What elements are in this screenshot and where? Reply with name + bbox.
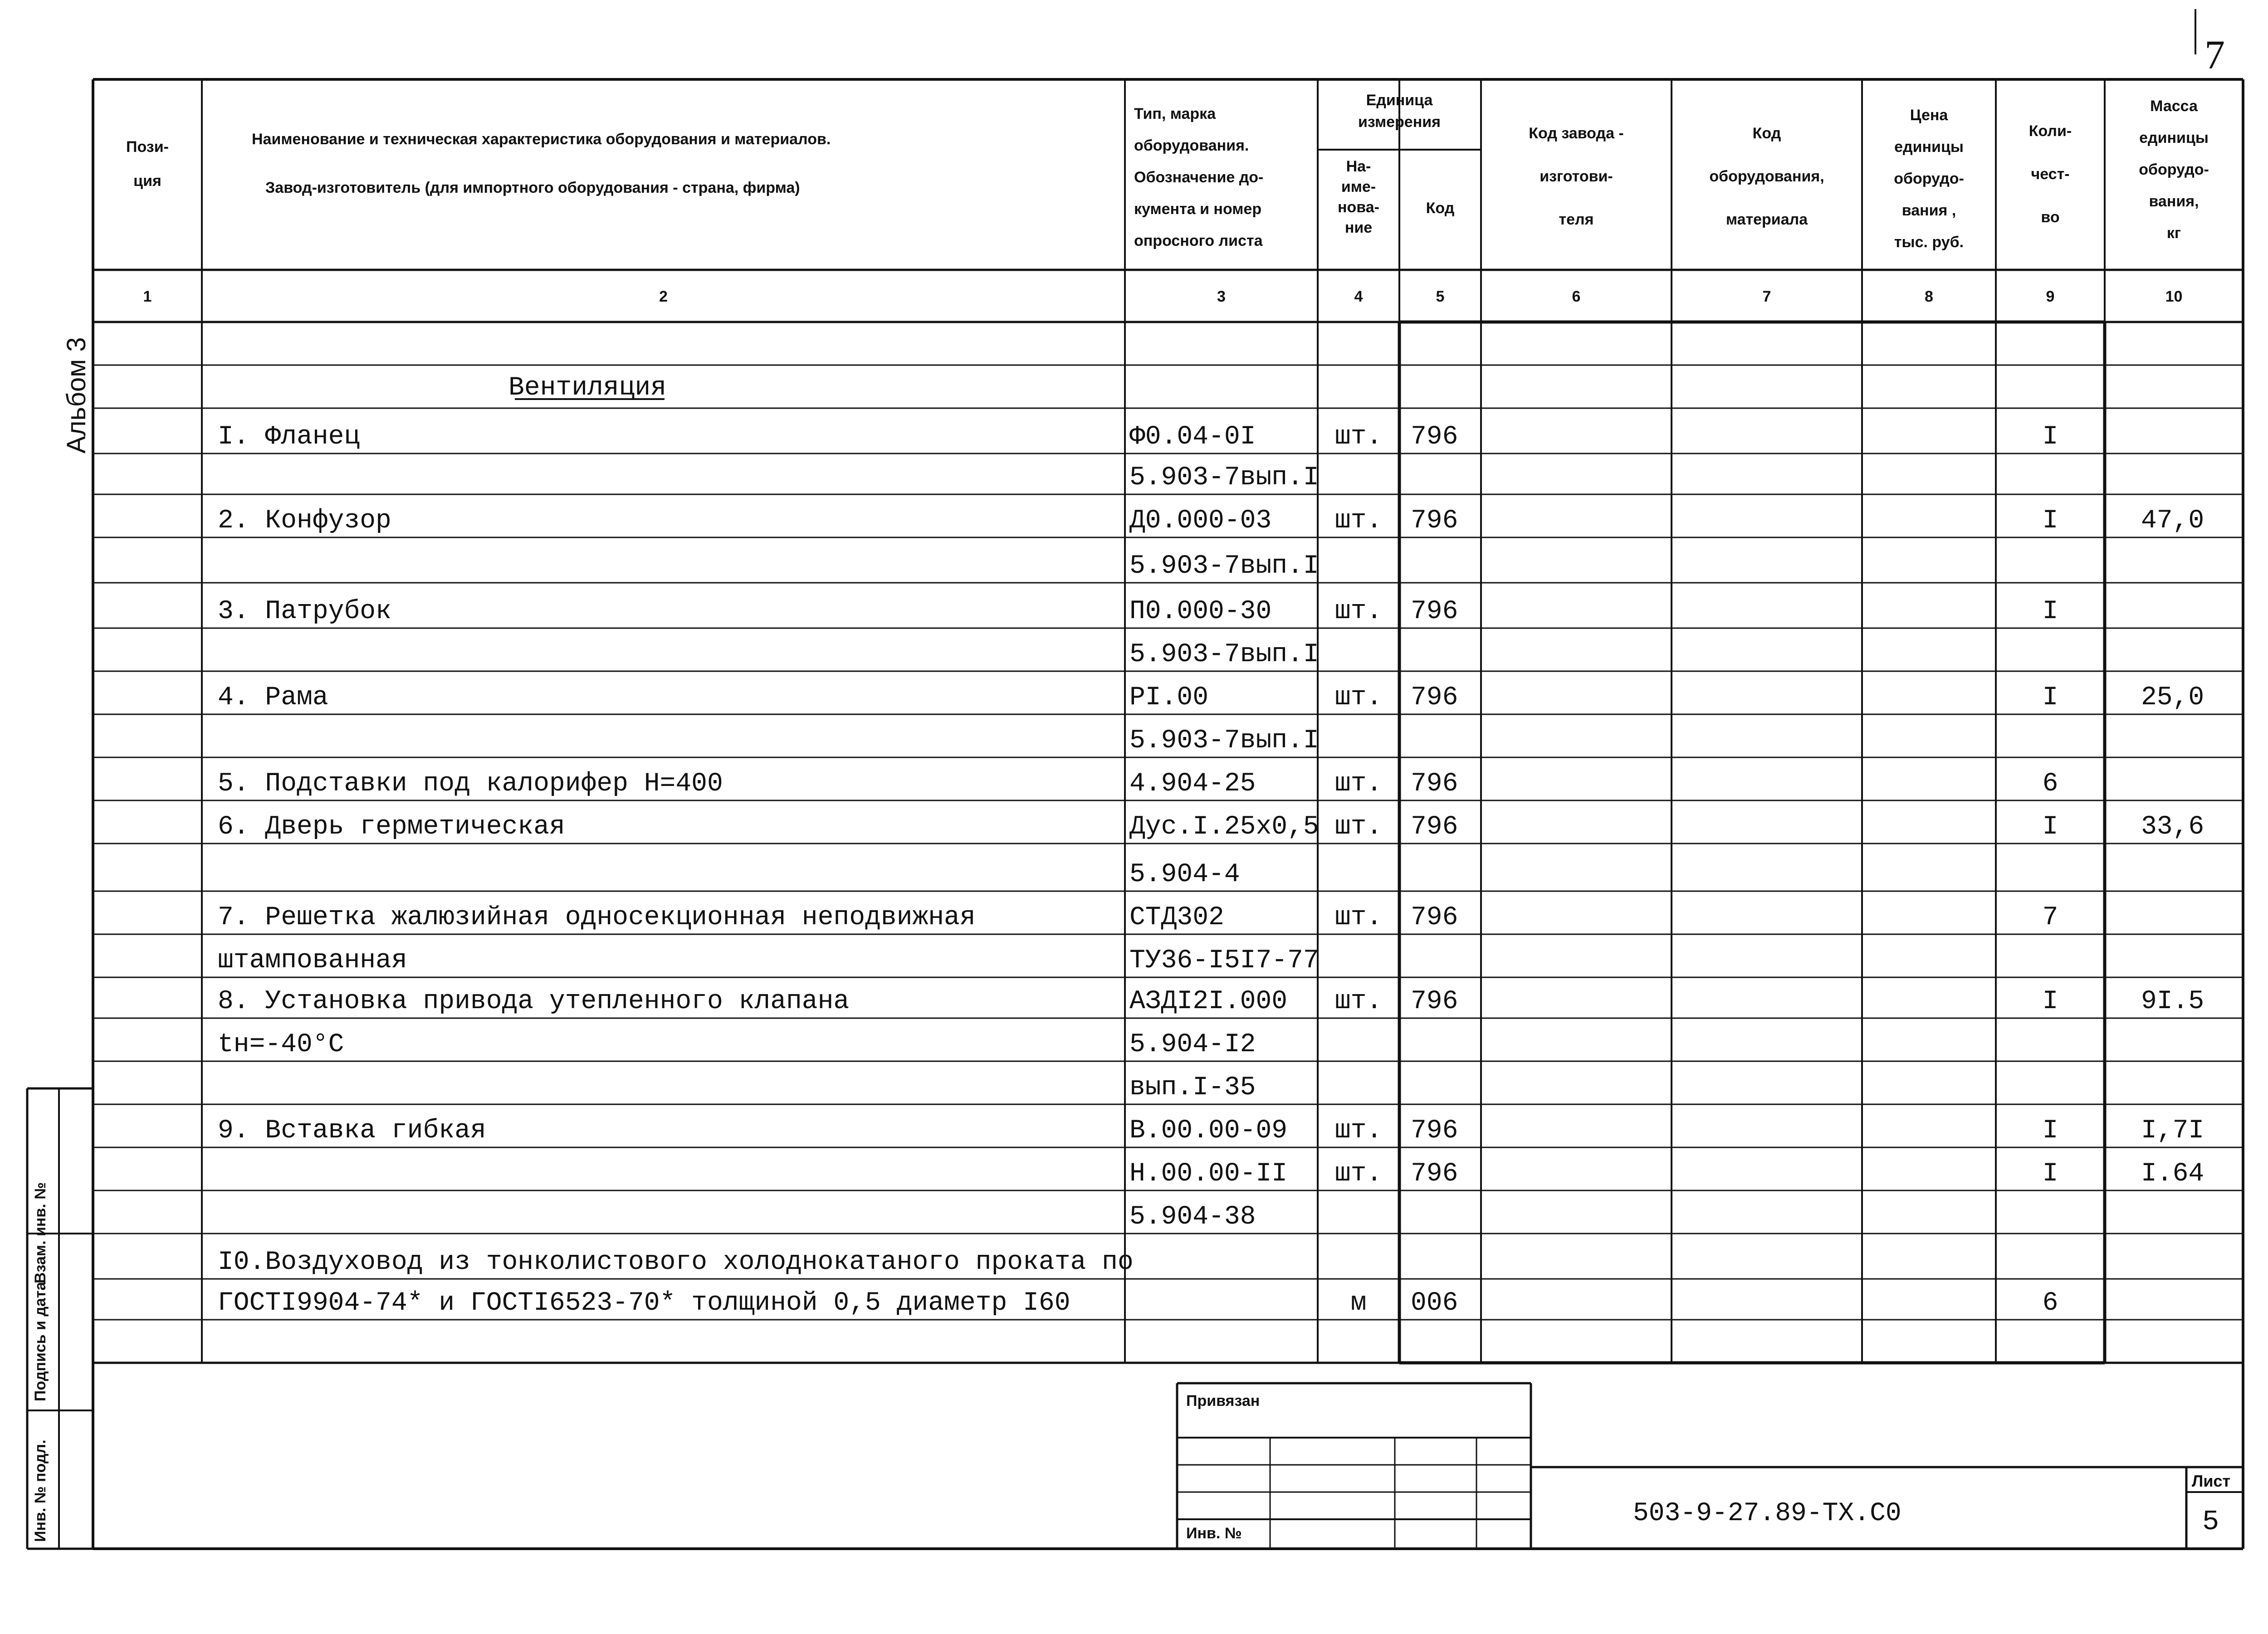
item-unit: шт. — [1334, 903, 1383, 932]
item-name: 8. Установка привода утепленного клапана — [218, 987, 850, 1016]
header-name: Наименование и техническая характеристика оборудования и материалов. — [252, 131, 831, 148]
side-stamp-original-inv: Инв. № подл. — [32, 1439, 49, 1542]
item-type: Д0.000-03 — [1129, 506, 1272, 536]
item-name: 7. Решетка жалюзийная односекционная неподвижная — [218, 903, 976, 932]
stamp-bound-label: Привязан — [1186, 1392, 1260, 1410]
item-unit: шт. — [1334, 597, 1383, 626]
item-code: 796 — [1411, 422, 1458, 452]
header-unit-name: ние — [1344, 219, 1373, 236]
item-unit: шт. — [1334, 1159, 1383, 1189]
item-type: АЗДI2I.000 — [1129, 987, 1288, 1016]
item-quantity: I — [2042, 812, 2058, 842]
item-code: 796 — [1411, 1159, 1458, 1189]
item-type: Н.00.00-II — [1129, 1159, 1288, 1189]
header-position: Пози- — [126, 138, 169, 156]
item-code: 796 — [1411, 683, 1458, 712]
header-mass: оборудо- — [2139, 161, 2209, 178]
item-type: 5.904-I2 — [1129, 1030, 1256, 1059]
header-plant-code: Код завода - — [1529, 125, 1624, 142]
section-title: Вентиляция — [508, 373, 667, 403]
item-quantity: I — [2042, 683, 2058, 712]
item-name: tн=-40°С — [218, 1030, 344, 1059]
item-name: I0.Воздуховод из тонколистового холоднокатаного проката по — [218, 1248, 1134, 1277]
column-number: 3 — [1217, 288, 1226, 305]
item-mass: 9I.5 — [2141, 987, 2204, 1016]
item-code: 796 — [1411, 506, 1458, 536]
item-type: 5.903-7вып.I — [1129, 640, 1319, 669]
column-number: 8 — [1925, 288, 1933, 305]
document-code: 503-9-27.89-ТХ.С0 — [1633, 1499, 1901, 1528]
header-unit-name: име- — [1341, 178, 1376, 195]
item-mass: 47,0 — [2141, 506, 2204, 536]
header-price: единицы — [1894, 138, 1964, 156]
item-name: 6. Дверь герметическая — [218, 812, 565, 842]
item-quantity: I — [2042, 422, 2058, 452]
column-number: 10 — [2165, 288, 2183, 305]
item-unit: шт. — [1334, 1116, 1383, 1146]
item-type: 5.904-4 — [1129, 860, 1240, 889]
item-name: I. Фланец — [218, 422, 360, 452]
item-type: 5.904-38 — [1129, 1202, 1256, 1232]
item-unit: шт. — [1334, 987, 1383, 1016]
item-type: вып.I-35 — [1129, 1073, 1256, 1102]
header-mass: вания, — [2149, 193, 2199, 210]
item-code: 796 — [1411, 597, 1458, 626]
item-quantity: 7 — [2042, 903, 2058, 932]
sheet-number: 5 — [2202, 1506, 2219, 1538]
side-stamp-replaced-inv: Взам. инв. № — [32, 1182, 49, 1283]
item-code: 796 — [1411, 769, 1458, 799]
header-equipment-code: материала — [1725, 211, 1808, 228]
column-number: 2 — [659, 288, 668, 305]
column-number: 4 — [1354, 288, 1363, 305]
item-type: 4.904-25 — [1129, 769, 1256, 799]
header-equipment-code: Код — [1752, 125, 1781, 142]
item-mass: I.64 — [2141, 1159, 2204, 1189]
header-unit-group: измерения — [1358, 113, 1441, 131]
item-name: ГОСТI9904-74* и ГОСТI6523-70* толщиной 0,5 диаметр I60 — [218, 1288, 1070, 1318]
item-type: Дус.I.25х0,5 — [1129, 812, 1319, 842]
header-plant-code: изготови- — [1540, 168, 1613, 185]
item-code: 796 — [1411, 812, 1458, 842]
item-name: 2. Конфузор — [218, 506, 391, 536]
item-unit: шт. — [1334, 683, 1383, 712]
item-quantity: I — [2042, 506, 2058, 536]
header-price: вания , — [1901, 202, 1956, 219]
header-type: кумента и номер — [1134, 200, 1262, 218]
item-quantity: 6 — [2042, 1288, 2058, 1318]
item-name: штампованная — [218, 946, 407, 976]
item-quantity: I — [2042, 597, 2058, 626]
item-type: 5.903-7вып.I — [1129, 463, 1319, 493]
item-unit: шт. — [1334, 812, 1383, 842]
item-name: 5. Подставки под калорифер Н=400 — [218, 769, 723, 799]
header-type: Обозначение до- — [1134, 169, 1264, 186]
item-type: В.00.00-09 — [1129, 1116, 1288, 1146]
header-unit-code: Код — [1426, 200, 1455, 217]
header-quantity: Коли- — [2028, 122, 2072, 140]
header-type: опросного листа — [1134, 232, 1263, 249]
header-quantity: чест- — [2031, 166, 2070, 183]
column-number: 6 — [1572, 288, 1581, 305]
header-mass: единицы — [2139, 129, 2209, 146]
item-type: 5.903-7вып.I — [1129, 551, 1319, 581]
item-mass: 25,0 — [2141, 683, 2204, 712]
item-unit: шт. — [1334, 769, 1383, 799]
corner-mark: 7 — [2204, 33, 2225, 78]
item-type: 5.903-7вып.I — [1129, 726, 1319, 756]
item-name: 3. Патрубок — [218, 597, 391, 626]
item-mass: 33,6 — [2141, 812, 2204, 842]
header-position: ция — [133, 172, 161, 190]
item-type: СТД302 — [1129, 903, 1224, 932]
header-mass: Масса — [2150, 98, 2198, 115]
header-unit-group: Единица — [1366, 92, 1433, 109]
item-code: 796 — [1411, 903, 1458, 932]
item-unit: шт. — [1334, 506, 1383, 536]
item-code: 796 — [1411, 987, 1458, 1016]
item-code: 796 — [1411, 1116, 1458, 1146]
item-unit: шт. — [1334, 422, 1383, 452]
header-price: Цена — [1910, 107, 1948, 124]
stamp-inv-label: Инв. № — [1186, 1525, 1242, 1542]
item-mass: I,7I — [2141, 1116, 2204, 1146]
side-stamp-signature-date: Подпись и дата — [32, 1282, 49, 1401]
column-number: 9 — [2046, 288, 2055, 305]
item-name: 9. Вставка гибкая — [218, 1116, 486, 1146]
item-quantity: I — [2042, 1159, 2058, 1189]
header-type: оборудования. — [1134, 137, 1249, 154]
column-number: 7 — [1762, 288, 1771, 305]
item-quantity: I — [2042, 987, 2058, 1016]
item-code: 006 — [1411, 1288, 1458, 1318]
item-unit: м — [1350, 1288, 1367, 1318]
header-unit-name: На- — [1346, 158, 1371, 175]
item-type: PI.00 — [1129, 683, 1209, 712]
header-plant-code: теля — [1559, 211, 1594, 228]
header-price: оборудо- — [1894, 170, 1964, 187]
header-mass: кг — [2166, 224, 2181, 242]
header-name: Завод-изготовитель (для импортного оборудования - страна, фирма) — [265, 179, 800, 196]
header-unit-name: нова- — [1338, 199, 1379, 216]
item-type: П0.000-30 — [1129, 597, 1272, 626]
item-quantity: I — [2042, 1116, 2058, 1146]
sheet-label: Лист — [2192, 1472, 2231, 1490]
header-equipment-code: оборудования, — [1709, 168, 1824, 185]
column-number: 5 — [1436, 288, 1445, 305]
header-type: Тип, марка — [1134, 105, 1216, 122]
header-price: тыс. руб. — [1894, 234, 1964, 251]
item-name: 4. Рама — [218, 683, 328, 712]
item-type: ТУ36-I5I7-77 — [1129, 946, 1319, 976]
column-number: 1 — [143, 288, 152, 305]
item-type: Ф0.04-0I — [1129, 422, 1256, 452]
item-quantity: 6 — [2042, 769, 2058, 799]
header-quantity: во — [2041, 209, 2060, 226]
album-label: Альбом 3 — [62, 337, 91, 454]
